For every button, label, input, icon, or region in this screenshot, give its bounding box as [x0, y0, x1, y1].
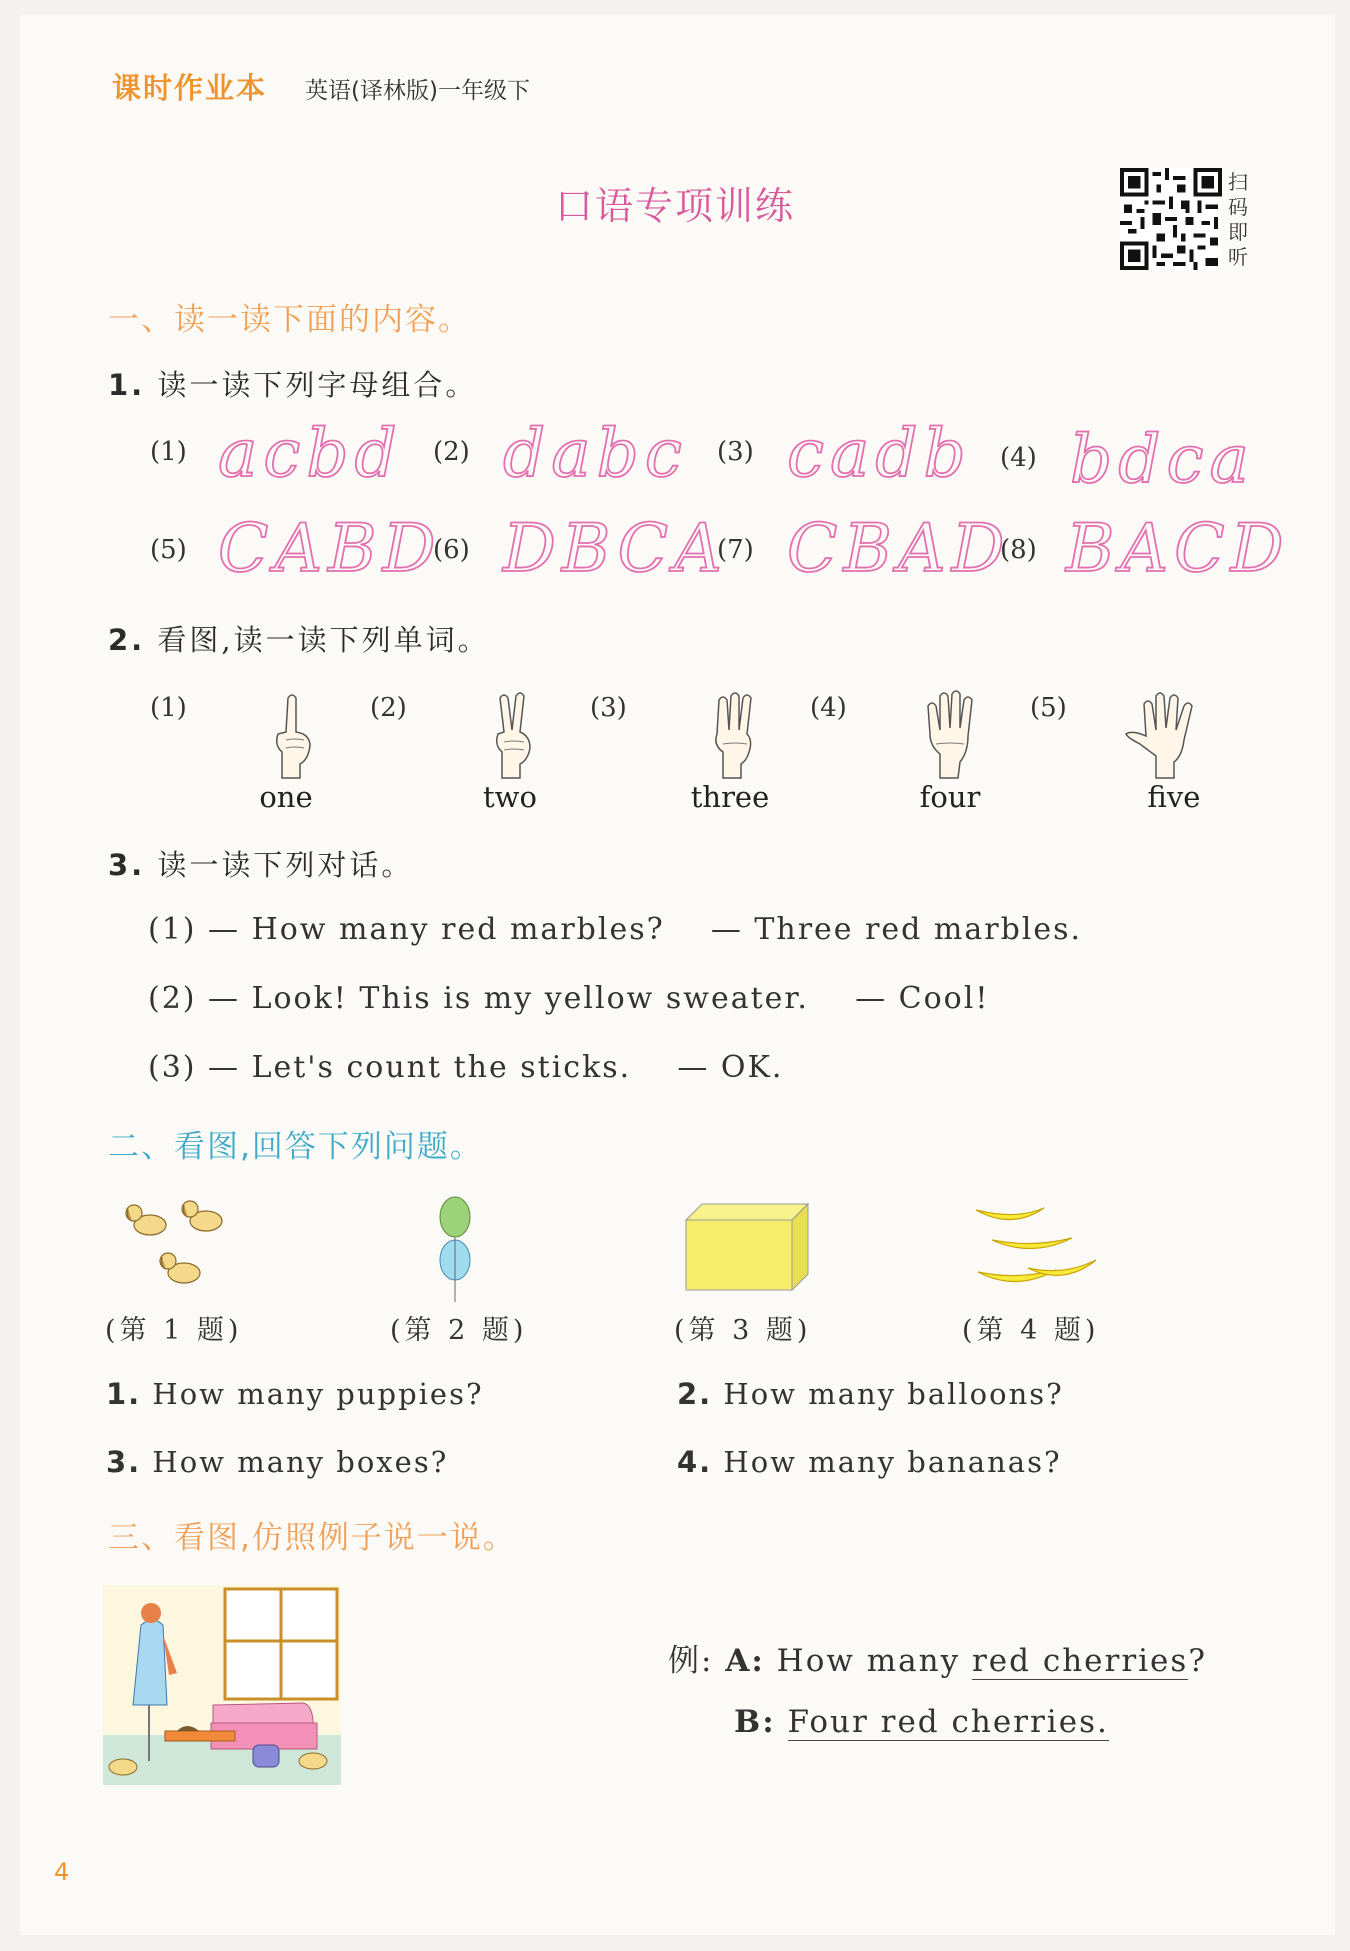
item-number: (6): [433, 535, 470, 565]
item-number: (3): [717, 437, 754, 467]
item-number: (5): [1030, 693, 1067, 723]
page-number: 4: [54, 1858, 70, 1886]
number-word: four: [919, 780, 981, 814]
hand-five-icon: [1122, 690, 1202, 780]
section-2-heading: 二、看图,回答下列问题。: [108, 1129, 483, 1165]
item-number: (2): [370, 693, 407, 723]
letter-combo: CABD: [218, 510, 442, 587]
example-prefix: 例:: [668, 1643, 714, 1679]
example-line-a: [668, 1635, 1207, 1680]
question-text: How many bananas?: [723, 1445, 1062, 1479]
question-number: 2.: [108, 623, 146, 657]
hand-two-icon: [472, 690, 552, 780]
picture-caption: (第 3 题): [674, 1315, 812, 1346]
item-number: (3): [590, 693, 627, 723]
item-number: (1): [150, 437, 187, 467]
example-a-end: ?: [1188, 1643, 1207, 1679]
speaker-a-label: A:: [725, 1643, 765, 1679]
number-word: five: [1147, 780, 1201, 814]
item-number: (8): [1000, 535, 1037, 565]
letter-combo: cadb: [787, 415, 972, 492]
book-subtitle: 英语(译林版)一年级下: [305, 78, 530, 104]
question-number: 2.: [677, 1377, 713, 1411]
item-number: (4): [1000, 443, 1037, 473]
question-number: 3.: [108, 848, 146, 882]
letter-combo: bdca: [1070, 421, 1255, 498]
living-room-picture: [103, 1585, 341, 1785]
question-number: 3.: [106, 1445, 142, 1479]
number-word: one: [259, 780, 313, 814]
qr-label: 扫码即听: [1228, 170, 1248, 269]
question-number: 4.: [677, 1445, 713, 1479]
section-3-heading: 三、看图,仿照例子说一说。: [108, 1520, 516, 1556]
number-word: three: [690, 780, 770, 814]
hand-three-icon: [693, 690, 773, 780]
number-word: two: [483, 780, 537, 814]
letter-combo: dabc: [503, 415, 688, 492]
question-2-1: [106, 1377, 484, 1411]
question-text: How many puppies?: [152, 1377, 484, 1411]
balloons-picture: [430, 1192, 480, 1302]
item-number: (1): [150, 693, 187, 723]
picture-caption: (第 1 题): [105, 1315, 243, 1346]
item-number: (7): [717, 535, 754, 565]
picture-caption: (第 2 题): [390, 1315, 528, 1346]
question-text: How many balloons?: [723, 1377, 1064, 1411]
example-a-text: How many: [776, 1643, 972, 1679]
item-number: (5): [150, 535, 187, 565]
question-text: 看图,读一读下列单词。: [157, 623, 490, 657]
question-number: 1.: [106, 1377, 142, 1411]
dialogue-line: (3) — Let's count the sticks. — OK.: [148, 1050, 784, 1085]
qr-code-icon[interactable]: [1120, 168, 1222, 270]
item-number: (4): [810, 693, 847, 723]
question-text: How many boxes?: [152, 1445, 449, 1479]
example-a-underlined: red cherries: [971, 1643, 1189, 1679]
letter-combo: DBCA: [503, 510, 728, 587]
question-2-2: [677, 1377, 1064, 1411]
box-picture: [682, 1200, 812, 1295]
question-2-4: [677, 1445, 1062, 1479]
picture-caption: (第 4 题): [962, 1315, 1100, 1346]
example-line-b: [734, 1704, 1109, 1740]
question-text: 读一读下列字母组合。: [157, 368, 478, 402]
question-text: 读一读下列对话。: [157, 848, 414, 882]
dialogue-line: (2) — Look! This is my yellow sweater. — Cool!: [148, 981, 990, 1016]
section-1-heading: 一、读一读下面的内容。: [108, 302, 471, 338]
letter-combo: BACD: [1066, 510, 1290, 587]
page-title: 口语专项训练: [554, 184, 795, 228]
hand-one-icon: [252, 690, 332, 780]
question-1-2: [108, 618, 490, 659]
puppies-picture: [120, 1195, 240, 1295]
question-number: 1.: [108, 368, 146, 402]
question-1-3: [108, 843, 413, 884]
book-brand: 课时作业本: [112, 71, 268, 105]
dialogue-line: (1) — How many red marbles? — Three red marbles.: [148, 912, 1083, 947]
hand-four-icon: [910, 690, 990, 780]
item-number: (2): [433, 437, 470, 467]
question-2-3: [106, 1445, 448, 1479]
bananas-picture: [972, 1200, 1102, 1295]
letter-combo: acbd: [218, 415, 403, 492]
question-1-1: [108, 363, 477, 404]
speaker-b-label: B:: [734, 1704, 776, 1740]
letter-combo: CBAD: [787, 510, 1011, 587]
example-b-text: Four red cherries.: [787, 1704, 1109, 1740]
